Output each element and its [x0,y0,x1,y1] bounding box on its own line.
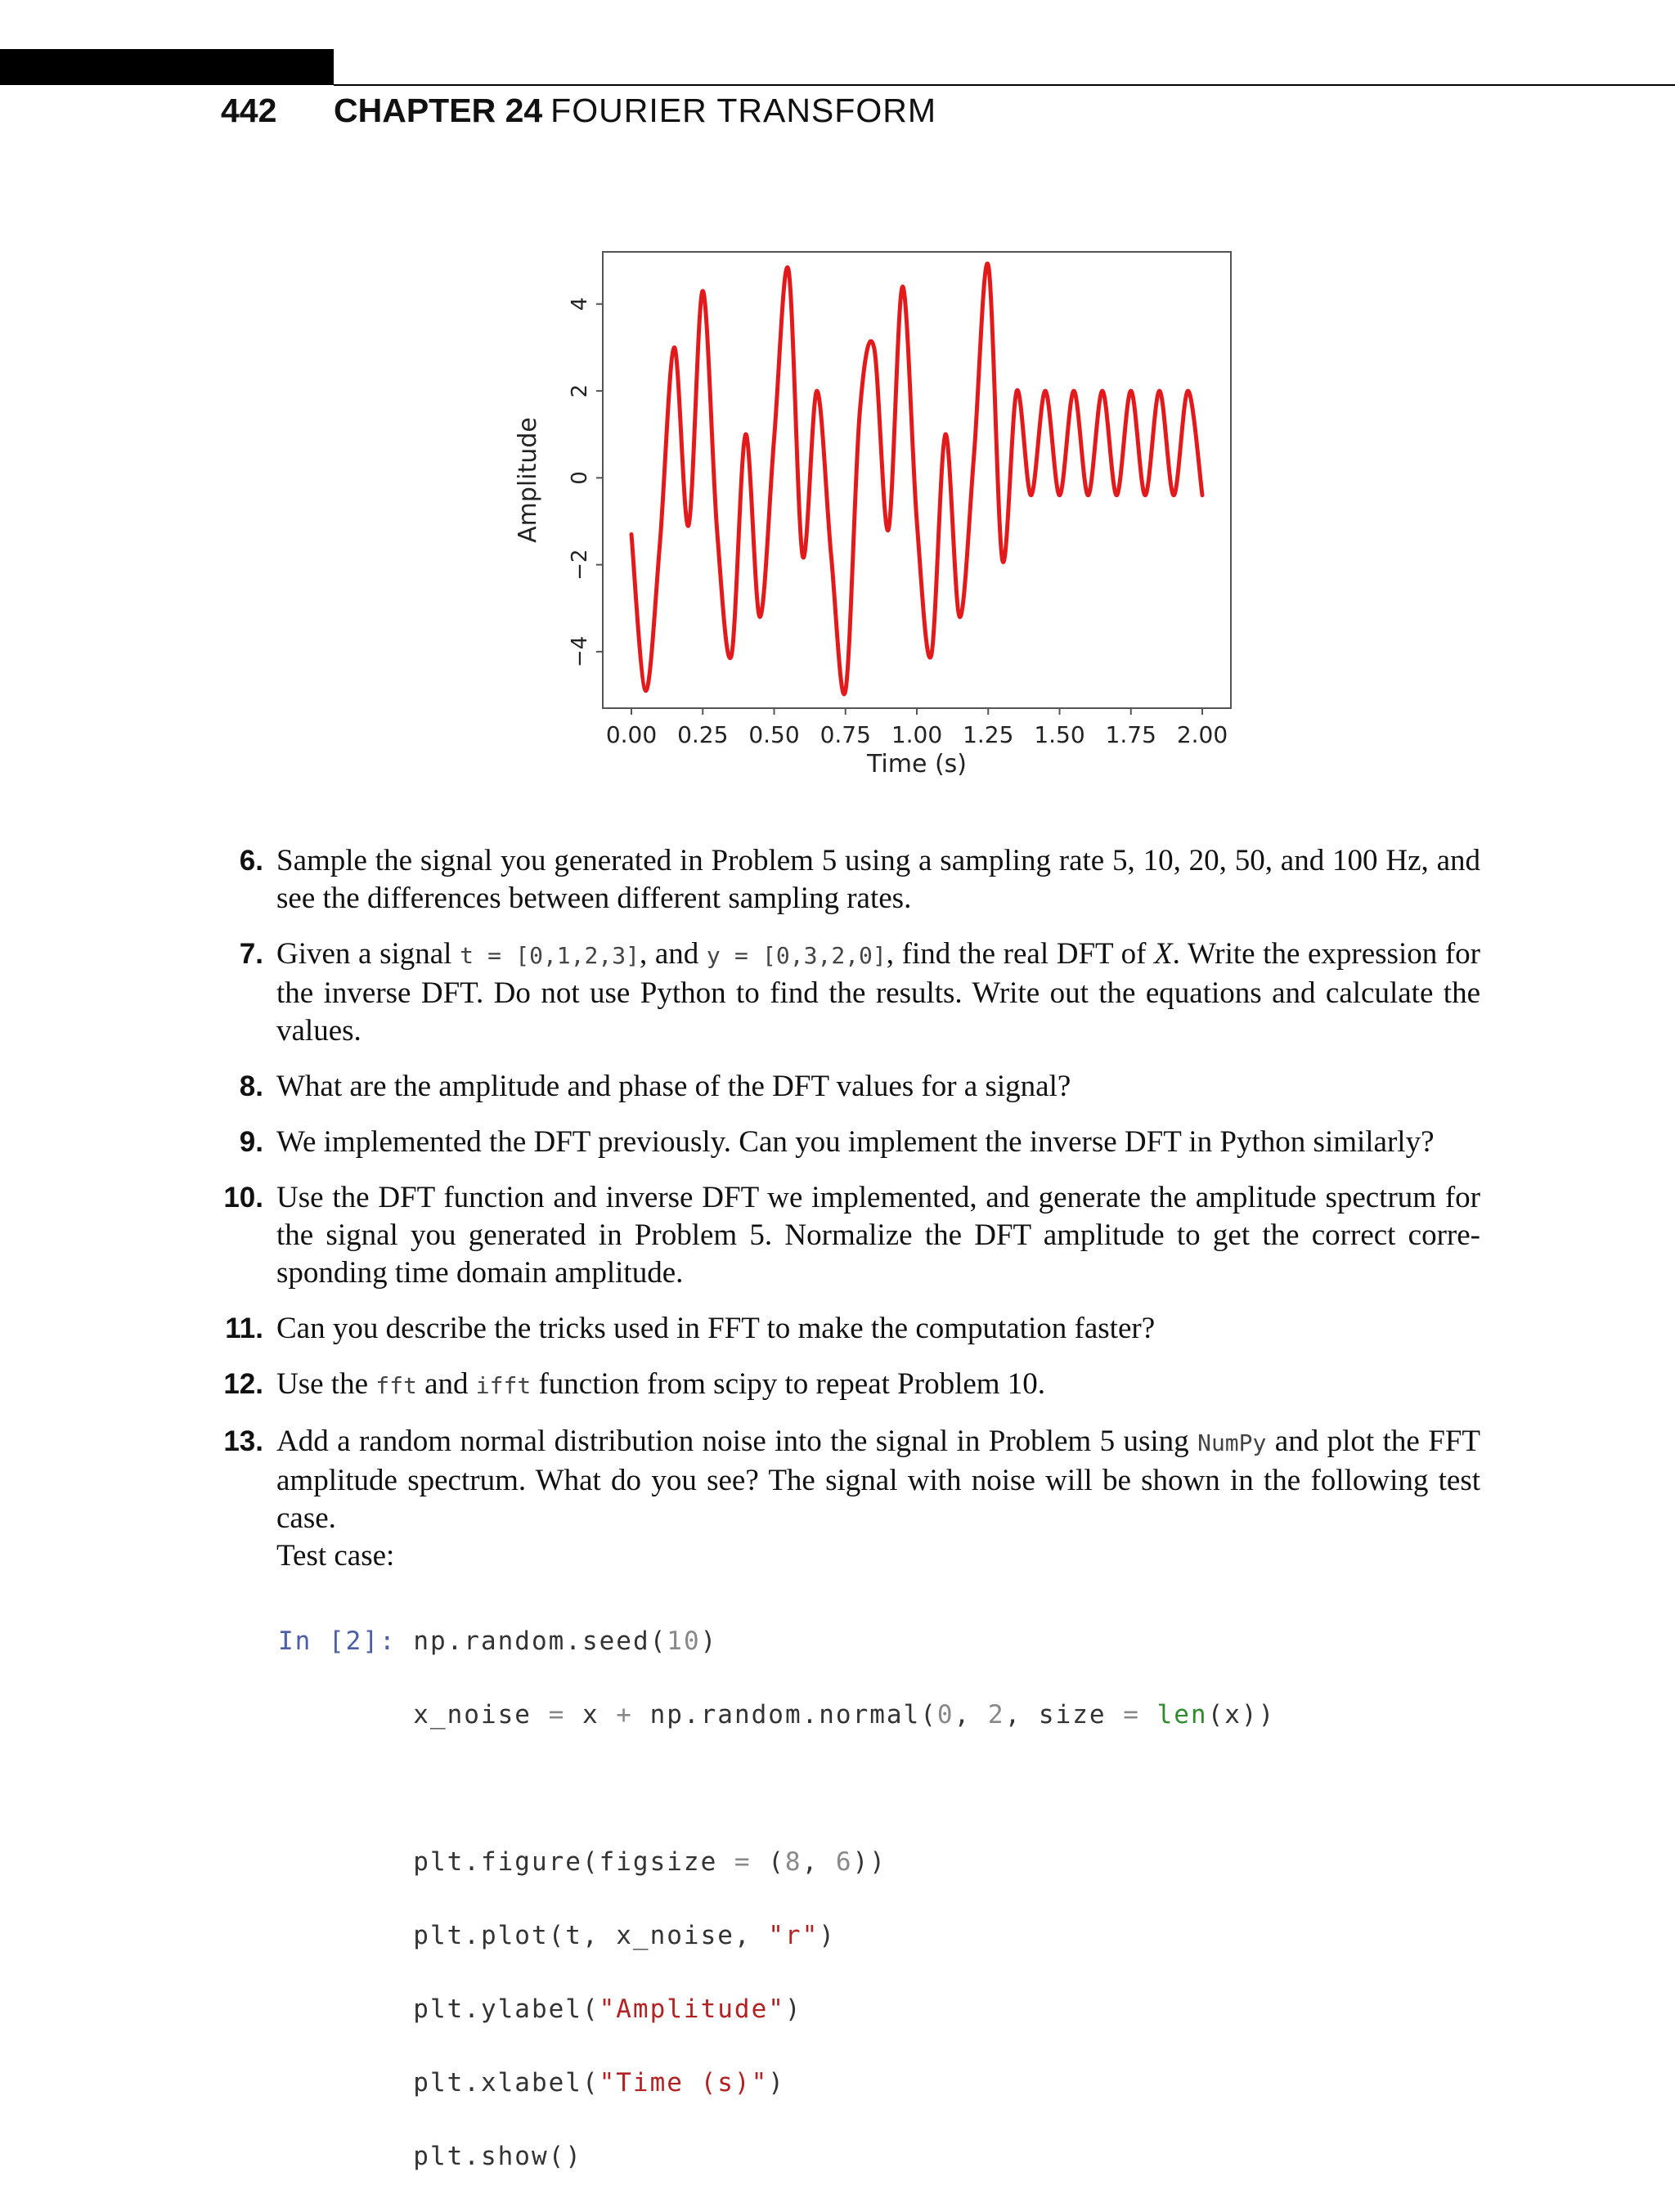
inline-code-ifft: ifft [475,1372,532,1399]
x-tick-label: 1.25 [963,721,1014,748]
problem-number: 11. [225,1312,263,1344]
problem-text: Use the DFT function and inverse DFT we implemented, and generate the amplitude spectrum for the signal you generated in Problem 5. Normalize the DFT amplitude to get the correct corre-sponding time domain amplitude. [276,1181,1480,1290]
chapter-heading [334,92,936,130]
problem-8 [211,1068,1480,1106]
x-tick-label: 1.75 [1105,721,1156,748]
chapter-label: CHAPTER 24 [334,92,543,129]
problem-text: What are the amplitude and phase of the DFT values for a signal? [276,1070,1071,1103]
x-tick-label: 0.50 [748,721,800,748]
x-tick-label: 1.50 [1034,721,1085,748]
problem-10 [211,1179,1480,1292]
problem-text: and [416,1367,476,1401]
signal-chart [491,237,1260,810]
x-tick-label: 0.25 [677,721,729,748]
problem-text: , and [639,937,707,971]
x-axis-label: Time (s) [867,750,967,778]
problem-11 [211,1310,1480,1348]
code-line-blank [278,1770,1275,1807]
signal-figure [491,237,1260,810]
x-ticks [606,708,1228,748]
y-tick-label: 2 [568,384,592,398]
x-tick-label: 1.00 [891,721,943,748]
problem-number: 13. [223,1425,263,1457]
series-line [631,263,1202,694]
problem-text: Add a random normal distribution noise into the signal in Problem 5 using [276,1425,1198,1458]
problem-number: 6. [239,845,263,877]
plot-area [603,252,1231,708]
y-tick-label: 4 [568,297,592,312]
problem-number: 10. [223,1182,263,1214]
y-axis-label: Amplitude [514,417,542,543]
y-tick-label: −2 [568,549,592,581]
problem-7 [211,936,1480,1050]
problem-text: function from scipy to repeat Problem 10. [531,1367,1046,1401]
problem-text: We implemented the DFT previously. Can you implement the inverse DFT in Python similarly? [276,1125,1435,1159]
test-case-label: Test case: [276,1539,395,1573]
problem-text: Given a signal [276,937,460,971]
inline-code-t: t = [0,1,2,3] [460,942,640,969]
problem-text: . Write the expression for the inverse DFT. Do not use Python to find the results. Write out the equations and calculate the values. [276,937,1480,1048]
problem-text: Sample the signal you generated in Problem 5 using a sampling rate 5, 10, 20, 50, and 100 Hz, and see the differences between different sampling rates. [276,844,1480,915]
code-line-3: plt.figure(figsize = (8, 6)) [278,1847,887,1877]
cell-prompt: In [2]: [278,1626,397,1656]
problem-text: , find the real DFT of [886,937,1155,971]
page-number: 442 [221,92,277,129]
x-tick-label: 0.75 [820,721,871,748]
code-line-6: plt.xlabel("Time (s)") [278,2068,785,2098]
variable-x: X [1154,937,1173,971]
problem-text: Use the [276,1367,376,1401]
header-rule [334,84,1675,86]
y-tick-label: −4 [568,635,592,668]
code-line-7: plt.show() [278,2142,582,2171]
chapter-title: FOURIER TRANSFORM [550,92,936,129]
inline-code-numpy: NumPy [1197,1429,1267,1456]
problem-9 [211,1124,1480,1161]
problem-number: 12. [223,1368,263,1400]
problem-13 [211,1423,1480,1575]
problem-12 [211,1366,1480,1405]
code-cell [278,1586,1275,2212]
code-line-4: plt.plot(t, x_noise, "r") [278,1921,836,1950]
problem-number: 8. [239,1070,263,1102]
x-tick-label: 2.00 [1176,721,1228,748]
problem-list [211,842,1480,1593]
problem-6 [211,842,1480,918]
problem-text: and plot the FFT amplitude spectrum. What do you see? The signal with noise will be shown in the following test case. [276,1425,1480,1535]
inline-code-y: y = [0,3,2,0] [706,942,887,969]
problem-text: Can you describe the tricks used in FFT to make the computation faster? [276,1312,1156,1345]
problem-number: 9. [239,1126,263,1158]
inline-code-fft: fft [375,1372,417,1399]
y-tick-label: 0 [568,471,592,485]
y-ticks [568,297,603,667]
problem-number: 7. [239,938,263,970]
code-line-2: x_noise = x + np.random.normal(0, 2, size = len(x)) [278,1700,1276,1730]
code-line-5: plt.ylabel("Amplitude") [278,1994,802,2024]
x-tick-label: 0.00 [605,721,658,748]
code-line-1: In [2]: np.random.seed(10) [278,1626,718,1656]
header-bar [0,49,334,85]
